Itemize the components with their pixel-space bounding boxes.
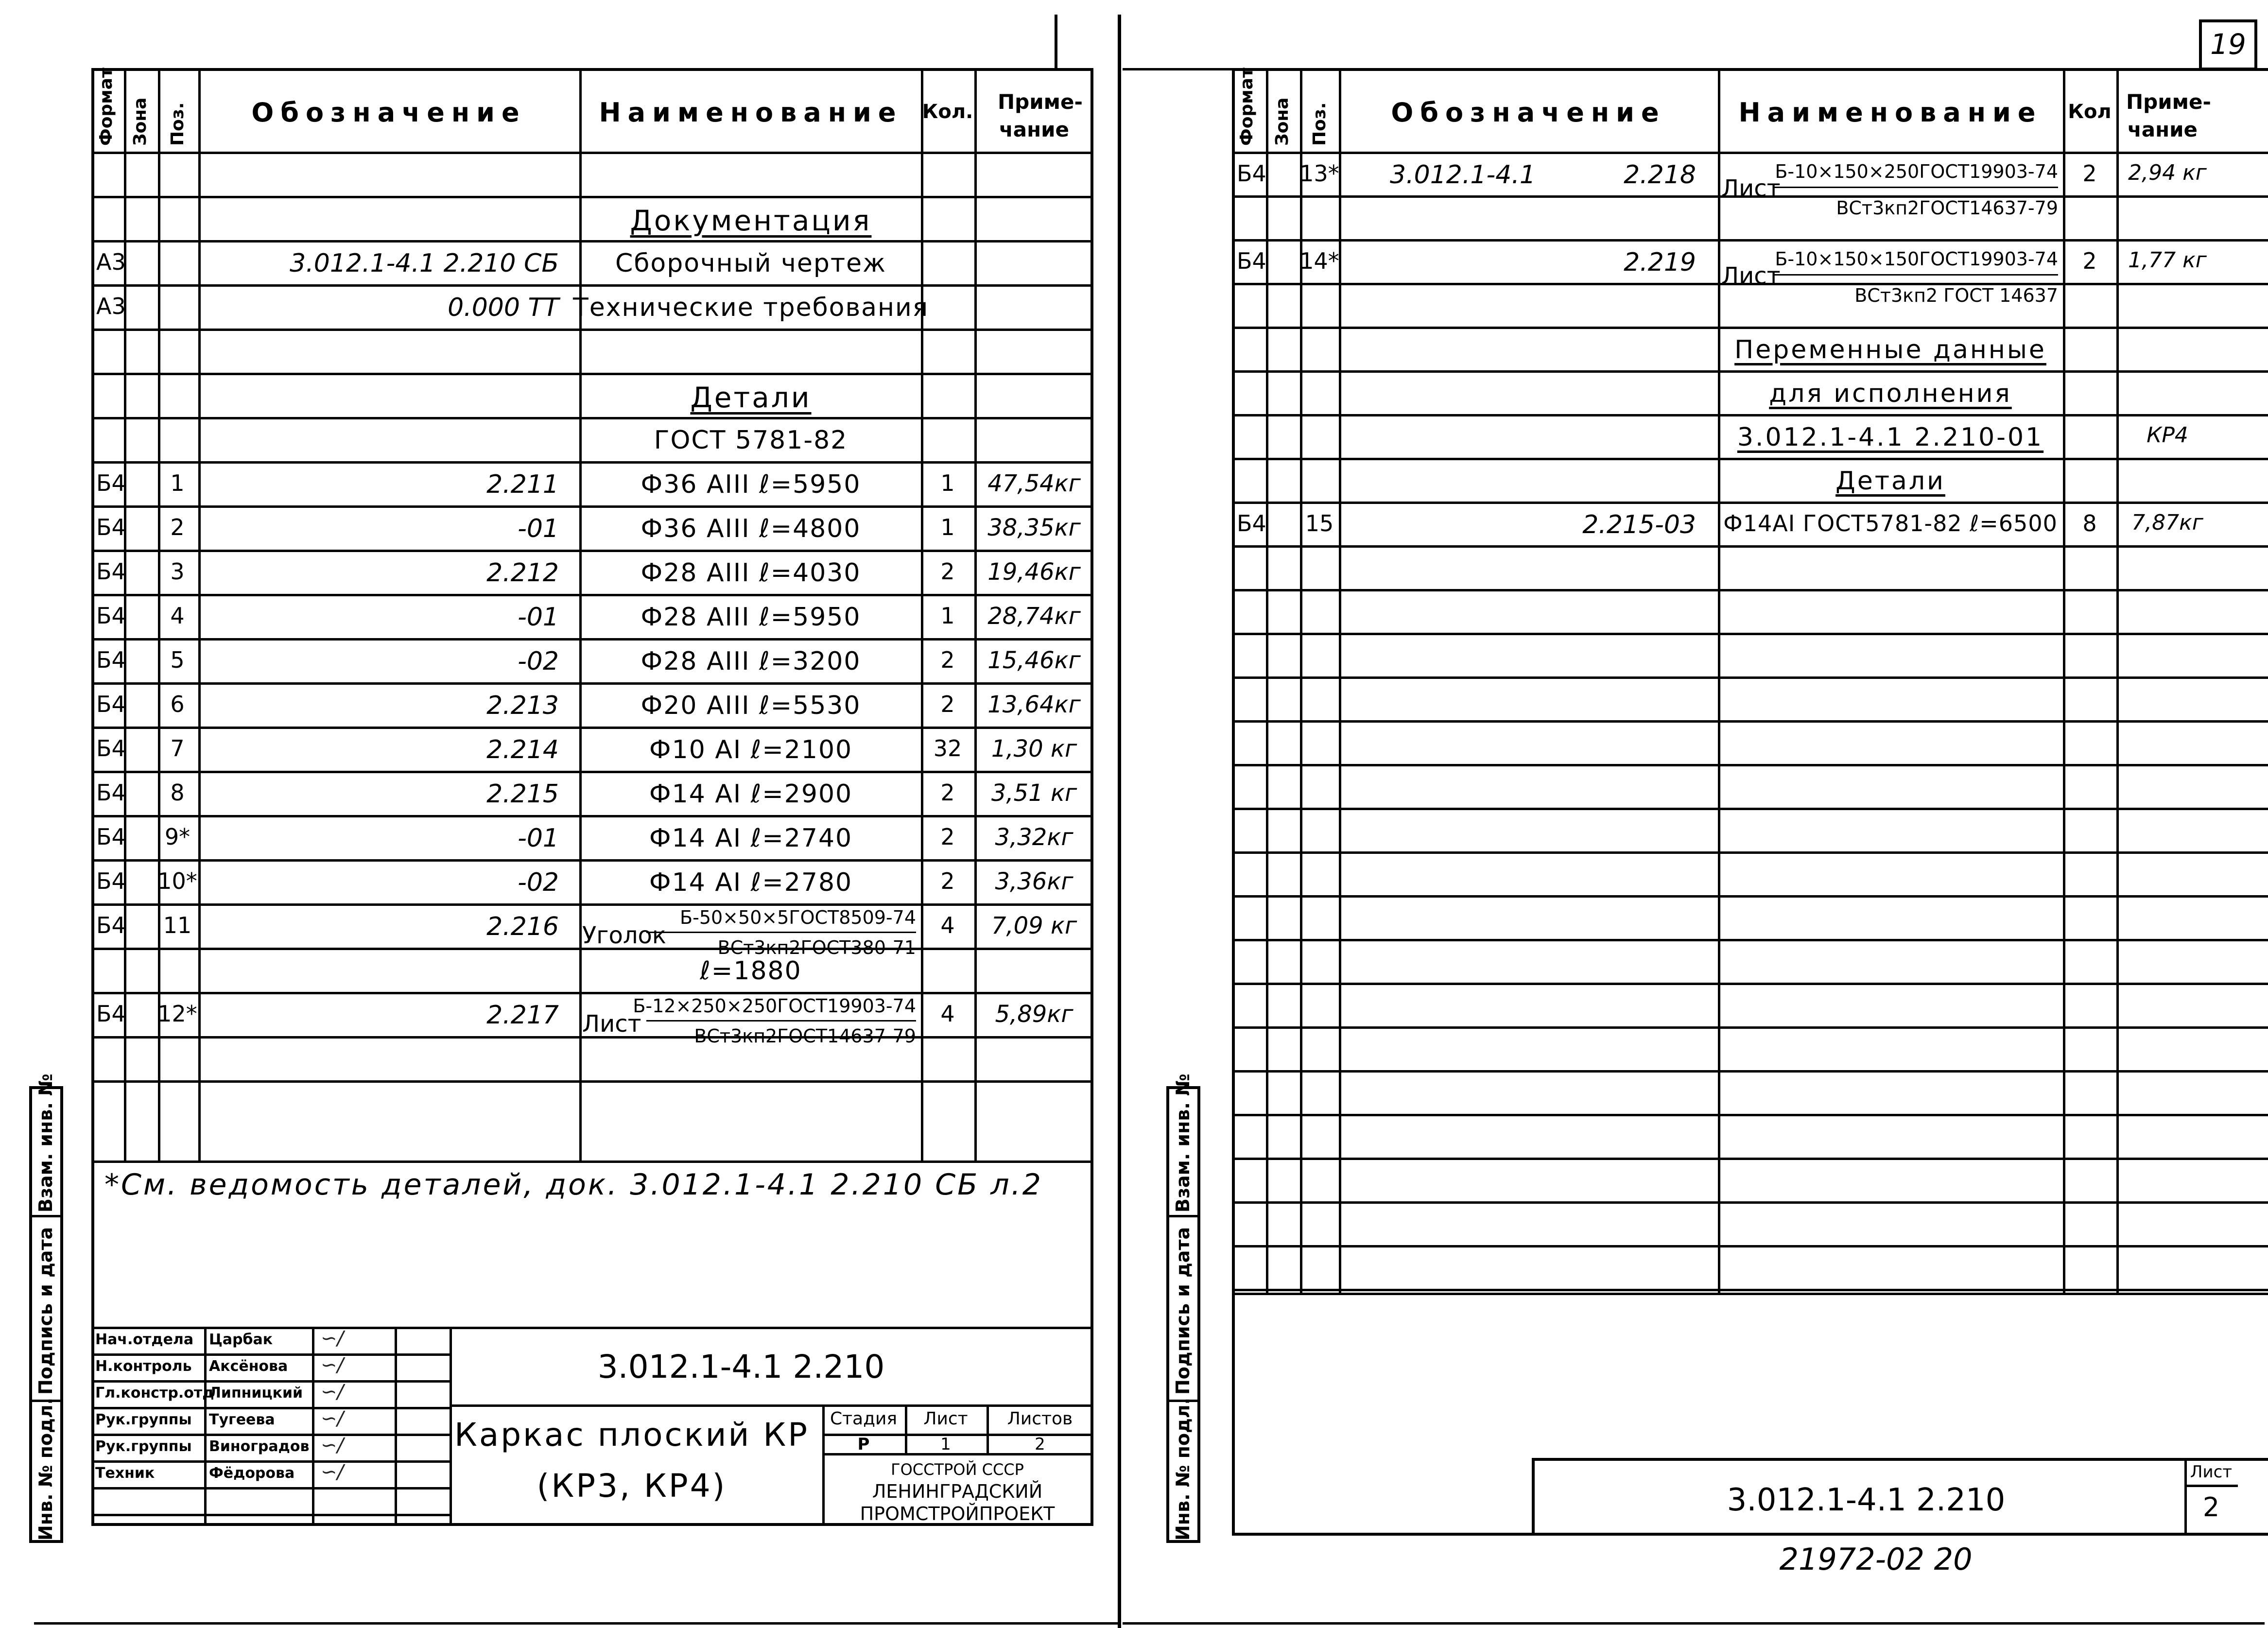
sig-row-rule <box>91 1487 450 1489</box>
row-rule <box>91 505 1093 508</box>
table-bottom-rule <box>1232 1293 2268 1295</box>
row-note: 3,51 кг <box>991 779 1077 807</box>
row-designation: 2.214 <box>486 735 559 764</box>
row-note: 7,87кг <box>2131 510 2203 535</box>
row-designation: -01 <box>518 514 559 543</box>
row-name-fraction <box>646 932 916 933</box>
title-block-top <box>91 1327 1093 1329</box>
row-note: 38,35кг <box>987 514 1081 541</box>
row-note: 1,77 кг <box>2128 248 2207 273</box>
row-rule <box>91 638 1093 641</box>
row-note: КР4 <box>2147 423 2188 448</box>
row-name-fraction <box>1774 274 2058 276</box>
row-name-label: Лист <box>582 1010 641 1038</box>
sig-row-rule <box>91 1353 450 1356</box>
col-header-note: Приме-чание <box>2126 90 2211 141</box>
row-name: Ф14 АI ℓ=2780 <box>649 868 853 897</box>
sig-role: Техник <box>95 1465 155 1482</box>
sig-name: Фёдорова <box>209 1465 295 1482</box>
row-qty: 2 <box>940 691 955 717</box>
row-name: Ф14 АI ℓ=2900 <box>649 779 853 809</box>
row-note: 3,36кг <box>995 868 1073 895</box>
row-rule <box>91 903 1093 906</box>
sig-name: Виноградов <box>209 1438 310 1455</box>
row-note: 15,46кг <box>987 647 1081 674</box>
row-rule <box>1232 370 2268 373</box>
row-rule <box>1232 545 2268 548</box>
col-header-pos: Поз. <box>168 102 188 146</box>
title-block-divider <box>905 1404 907 1453</box>
row-qty: 32 <box>933 735 962 762</box>
row-name-fraction <box>1774 187 2058 188</box>
left-sheet <box>0 0 1123 1625</box>
row-qty: 2 <box>2082 160 2097 187</box>
row-rule <box>91 771 1093 773</box>
row-rule <box>1232 895 2268 898</box>
row-rule <box>91 196 1093 198</box>
right-stamp-code: 3.012.1-4.1 2.210 <box>1727 1482 2006 1518</box>
row-name: Переменные данные <box>1734 335 2046 364</box>
row-qty: 1 <box>940 603 955 629</box>
row-qty: 4 <box>940 1001 955 1027</box>
footnote-top-rule <box>91 1160 1093 1163</box>
row-note: 3,32кг <box>995 824 1073 851</box>
page-number: 19 <box>2210 28 2246 61</box>
row-name-fraction <box>646 1020 916 1022</box>
side-stamp-replace: Взам. инв. № <box>35 1074 56 1212</box>
row-rule <box>91 992 1093 994</box>
archive-number: 21972-02 20 <box>1779 1541 1973 1577</box>
sig-name: Липницкий <box>209 1385 303 1402</box>
sig-name: Аксёнова <box>209 1358 288 1375</box>
row-pos: 15 <box>1305 510 1334 537</box>
sig-name: Царбак <box>209 1331 273 1348</box>
row-rule <box>1232 1114 2268 1116</box>
col-divider <box>158 68 160 1160</box>
row-format: Б4 <box>96 558 126 585</box>
row-rule <box>91 815 1093 817</box>
row-rule <box>1232 1070 2268 1073</box>
row-name: 3.012.1-4.1 2.210-01 <box>1737 423 2044 452</box>
row-designation: -02 <box>518 868 559 897</box>
row-designation: 2.213 <box>486 691 559 720</box>
row-pos: 13* <box>1299 160 1339 187</box>
row-note: 47,54кг <box>987 470 1081 497</box>
row-format: Б4 <box>96 514 126 540</box>
row-rule <box>91 240 1093 242</box>
row-format: Б4 <box>96 603 126 629</box>
sheets-value: 2 <box>1035 1435 1045 1454</box>
handwritten-signature: ∽∕ <box>321 1354 344 1376</box>
col-header-designation: Обозначение <box>251 97 526 128</box>
row-name: Детали <box>690 381 812 414</box>
row-rule <box>91 1080 1093 1083</box>
left-sheet-bottom-trim <box>34 1622 1118 1625</box>
row-name-top: Б-12×250×250ГОСТ19903-74 <box>633 995 916 1017</box>
row-format: Б4 <box>96 912 126 938</box>
row-format: Б4 <box>1237 248 1266 274</box>
row-qty: 2 <box>940 868 955 894</box>
col-header-qty: Кол. <box>922 101 973 123</box>
row-name: Ф28 АIII ℓ=5950 <box>641 603 861 632</box>
row-format: А3 <box>96 249 126 275</box>
row-pos: 2 <box>170 514 185 540</box>
row-rule <box>91 682 1093 685</box>
row-rule <box>91 284 1093 287</box>
sig-role: Рук.группы <box>95 1438 192 1455</box>
row-pos: 5 <box>170 647 185 673</box>
row-rule <box>91 550 1093 552</box>
row-name: Документация <box>630 204 872 237</box>
right-sheet-bottom-trim <box>1123 1622 2265 1625</box>
row-qty: 1 <box>940 470 955 496</box>
sig-divider <box>312 1327 314 1526</box>
row-rule <box>1232 983 2268 985</box>
row-rule <box>1232 676 2268 679</box>
row-rule <box>1232 502 2268 504</box>
title-block-divider <box>822 1404 825 1526</box>
row-pos: 6 <box>170 691 185 717</box>
row-designation-series: 3.012.1-4.1 <box>1390 160 1536 190</box>
title-block-divider <box>450 1404 1093 1407</box>
row-rule <box>1232 939 2268 941</box>
side-stamp-sign: Подпись и дата <box>1172 1227 1194 1395</box>
sheets-label: Листов <box>1007 1409 1073 1429</box>
row-designation: 2.212 <box>486 558 559 588</box>
row-name-label: Уголок <box>582 922 666 949</box>
row-pos: 8 <box>170 779 185 806</box>
sheet-value: 1 <box>940 1435 951 1454</box>
col-header-format: Формат <box>96 68 116 146</box>
row-rule <box>91 727 1093 729</box>
row-pos: 3 <box>170 558 185 585</box>
col-header-format: Формат <box>1237 68 1257 146</box>
row-note: 2,94 кг <box>2128 160 2207 185</box>
title-block-title-line2: (КР3, КР4) <box>537 1467 727 1505</box>
row-qty: 4 <box>940 912 955 938</box>
row-qty: 1 <box>940 514 955 540</box>
row-name: Ф28 АIII ℓ=4030 <box>641 558 861 588</box>
row-rule <box>91 417 1093 419</box>
row-rule <box>1232 1289 2268 1291</box>
sig-role: Н.контроль <box>95 1358 192 1375</box>
row-rule <box>1232 1245 2268 1247</box>
handwritten-signature: ∽∕ <box>321 1434 344 1456</box>
row-designation: 2.211 <box>486 470 559 499</box>
row-rule <box>91 461 1093 464</box>
row-designation: -01 <box>518 603 559 632</box>
handwritten-signature: ∽∕ <box>321 1381 344 1403</box>
row-pos: 10* <box>157 868 197 894</box>
org-line3: ПРОМСТРОЙПРОЕКТ <box>860 1503 1055 1524</box>
row-designation: 2.217 <box>486 1001 559 1030</box>
row-rule <box>1232 327 2268 329</box>
row-format: Б4 <box>96 779 126 806</box>
col-header-pos: Поз. <box>1310 102 1330 146</box>
row-rule <box>1232 239 2268 242</box>
col-divider <box>579 68 582 1160</box>
sig-row-rule <box>91 1407 450 1409</box>
row-rule <box>1232 458 2268 460</box>
row-format: Б4 <box>1237 510 1266 537</box>
org-line2: ЛЕНИНГРАДСКИЙ <box>872 1481 1043 1502</box>
row-name: ГОСТ 5781-82 <box>654 426 848 455</box>
row-name: Ф14АI ГОСТ5781-82 ℓ=6500 <box>1723 510 2058 537</box>
row-name: Технические требования <box>572 293 929 322</box>
row-name: Детали <box>1835 467 1945 496</box>
row-designation: -02 <box>518 647 559 676</box>
row-note: 1,30 кг <box>991 735 1077 762</box>
handwritten-signature: ∽∕ <box>321 1461 344 1483</box>
row-rule <box>91 594 1093 596</box>
handwritten-signature: ∽∕ <box>321 1407 344 1430</box>
row-rule <box>1232 764 2268 766</box>
row-name: ℓ=1880 <box>700 956 802 986</box>
row-rule <box>1232 720 2268 723</box>
row-name-top: Б-50×50×5ГОСТ8509-74 <box>680 907 916 928</box>
row-pos: 7 <box>170 735 185 762</box>
row-rule <box>1232 1158 2268 1160</box>
row-note: 28,74кг <box>987 603 1081 630</box>
row-rule <box>1232 589 2268 591</box>
sig-row-rule <box>91 1460 450 1463</box>
row-qty: 2 <box>2082 248 2097 274</box>
col-divider <box>2063 68 2065 1293</box>
row-note: 13,64кг <box>987 691 1081 718</box>
sig-role: Нач.отдела <box>95 1331 194 1348</box>
row-qty: 2 <box>940 558 955 585</box>
row-format: Б4 <box>96 470 126 496</box>
row-format: Б4 <box>96 691 126 717</box>
sig-row-rule <box>91 1380 450 1383</box>
row-pos: 11 <box>163 912 192 938</box>
row-name: Сборочный чертеж <box>615 249 886 278</box>
handwritten-signature: ∽∕ <box>321 1327 344 1350</box>
row-format: Б4 <box>96 1001 126 1027</box>
row-rule <box>1232 851 2268 854</box>
row-designation: 2.218 <box>1624 160 1696 190</box>
row-pos: 14* <box>1299 248 1339 274</box>
row-name-bottom: ВСт3кп2 ГОСТ 14637 <box>1854 285 2058 306</box>
sig-row-rule <box>91 1514 450 1516</box>
row-qty: 2 <box>940 779 955 806</box>
col-header-note: Приме-чание <box>998 90 1083 141</box>
row-name: Ф36 АIII ℓ=4800 <box>641 514 861 543</box>
row-note: 7,09 кг <box>991 912 1077 939</box>
row-name: Ф10 АI ℓ=2100 <box>649 735 853 764</box>
side-stamp-sign: Подпись и дата <box>35 1227 56 1395</box>
row-rule <box>1232 1201 2268 1204</box>
row-designation: 0.000 ТТ <box>448 293 559 322</box>
row-note: 5,89кг <box>995 1001 1073 1028</box>
title-block-code: 3.012.1-4.1 2.210 <box>597 1348 885 1386</box>
row-name-top: Б-10×150×250ГОСТ19903-74 <box>1775 161 2058 182</box>
row-rule <box>91 329 1093 331</box>
right-stamp-sheet: 2 <box>2202 1492 2220 1523</box>
row-format: Б4 <box>96 868 126 894</box>
left-sheet-tab-edge <box>1055 15 1057 70</box>
sheet-label: Лист <box>923 1409 968 1429</box>
col-divider <box>1718 68 1720 1293</box>
stamp-divider <box>2184 1458 2187 1536</box>
row-format: Б4 <box>1237 160 1266 187</box>
row-designation: -01 <box>518 824 559 853</box>
row-qty: 2 <box>940 824 955 850</box>
row-designation: 3.012.1-4.1 2.210 СБ <box>290 249 559 278</box>
col-divider <box>921 68 923 1160</box>
row-name: Ф28 АIII ℓ=3200 <box>641 647 861 676</box>
sig-role: Рук.группы <box>95 1411 192 1428</box>
col-header-zone: Зона <box>1272 97 1292 146</box>
row-designation: 2.219 <box>1624 248 1696 277</box>
right-stamp-sheet-label: Лист <box>2190 1462 2233 1482</box>
title-block-divider <box>987 1404 989 1453</box>
row-format: А3 <box>96 293 126 319</box>
left-sheet-right-edge <box>1118 15 1121 1628</box>
row-pos: 1 <box>170 470 185 496</box>
side-stamp-divider <box>29 1215 63 1217</box>
row-designation: 2.216 <box>486 912 559 941</box>
left-footnote: *См. ведомость деталей, док. 3.012.1-4.1 2.210 СБ л.2 <box>104 1168 1043 1202</box>
sig-row-rule <box>91 1434 450 1436</box>
row-rule <box>91 373 1093 375</box>
row-name: Ф14 АI ℓ=2740 <box>649 824 853 853</box>
side-stamp-inv: Инв. № подл. <box>1172 1397 1194 1541</box>
row-qty: 8 <box>2082 510 2097 537</box>
row-qty: 2 <box>940 647 955 673</box>
row-designation: 2.215 <box>486 779 559 809</box>
row-format: Б4 <box>96 735 126 762</box>
row-name-label: Лист <box>1721 175 1781 202</box>
col-header-name: Наименование <box>599 97 903 128</box>
row-pos: 12* <box>157 1001 197 1027</box>
row-name-bottom: ВСт3кп2ГОСТ380-71 <box>717 937 916 958</box>
row-format: Б4 <box>96 647 126 673</box>
stamp-divider <box>2184 1485 2238 1487</box>
row-name-top: Б-10×150×150ГОСТ19903-74 <box>1775 248 2058 270</box>
row-rule <box>1232 1026 2268 1029</box>
row-rule <box>1232 808 2268 810</box>
row-rule <box>91 859 1093 862</box>
row-name-label: Лист <box>1721 262 1781 290</box>
row-name: для исполнения <box>1769 379 2012 408</box>
col-header-designation: Обозначение <box>1391 97 1666 128</box>
org-line1: ГОССТРОЙ СССР <box>891 1460 1024 1479</box>
stage-value: Р <box>857 1435 870 1454</box>
row-format: Б4 <box>96 824 126 850</box>
row-rule <box>1232 414 2268 416</box>
row-pos: 9* <box>164 824 190 850</box>
sig-divider <box>395 1327 397 1526</box>
col-header-zone: Зона <box>130 97 150 146</box>
row-designation: 2.215-03 <box>1582 510 1696 539</box>
sig-role: Гл.констр.отд <box>95 1385 214 1402</box>
header-row-bottom <box>91 152 1093 154</box>
row-pos: 4 <box>170 603 185 629</box>
col-divider <box>2116 68 2119 1293</box>
title-block-divider <box>450 1327 452 1526</box>
side-stamp-divider <box>1166 1215 1200 1217</box>
right-sheet <box>1123 0 2268 1625</box>
col-divider <box>974 68 977 1160</box>
row-name: Ф20 АIII ℓ=5530 <box>641 691 861 720</box>
row-name-bottom: ВСт3кп2ГОСТ14637-79 <box>694 1025 916 1047</box>
side-stamp-replace: Взам. инв. № <box>1172 1074 1194 1212</box>
col-divider <box>198 68 201 1160</box>
row-name: Ф36 АIII ℓ=5950 <box>641 470 861 499</box>
col-header-name: Наименование <box>1738 97 2043 128</box>
sig-name: Тугеева <box>209 1411 275 1428</box>
sig-divider <box>204 1327 207 1526</box>
row-rule <box>1232 633 2268 635</box>
side-stamp-inv: Инв. № подл. <box>35 1397 56 1541</box>
title-block-title-line1: Каркас плоский КР <box>454 1416 810 1454</box>
row-name-bottom: ВСт3кп2ГОСТ14637-79 <box>1836 197 2058 219</box>
header-row-bottom <box>1232 152 2268 154</box>
stage-label: Стадия <box>830 1409 898 1429</box>
col-header-qty: Кол <box>2068 101 2112 123</box>
row-note: 19,46кг <box>987 558 1081 586</box>
